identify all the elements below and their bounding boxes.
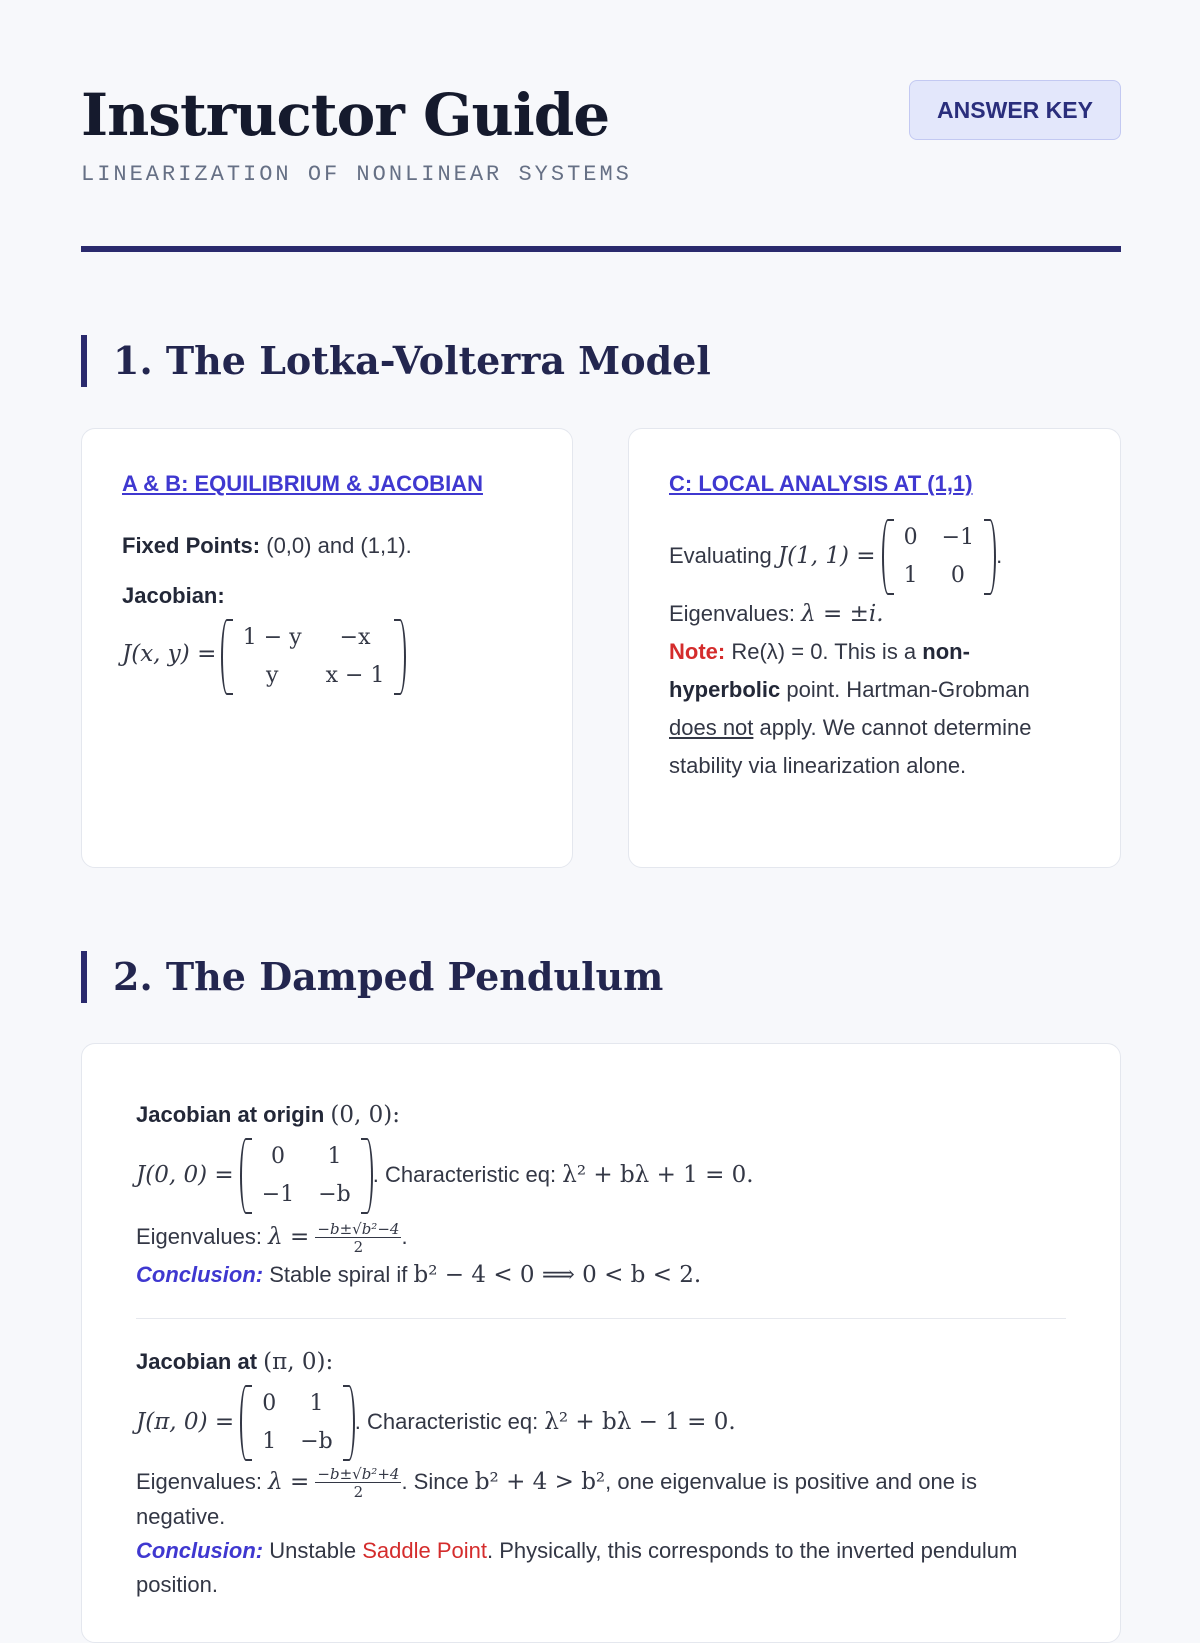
origin-conclusion: Conclusion: Stable spiral if b² − 4 < 0 ⟹ 0 < b < 2. [136, 1262, 702, 1288]
evaluating-line: Evaluating J(1, 1) = 0 −1 1 0 . [669, 519, 1080, 595]
section-title-lotka-volterra: 1. The Lotka-Volterra Model [81, 335, 711, 387]
jacobian-matrix-1-1: 0 −1 1 0 [882, 519, 996, 595]
jacobian-label: Jacobian: [122, 583, 225, 608]
origin-jacobian: J(0, 0) = 0 1 −1 −b . Characteristic eq: λ² + bλ + 1 = 0. [136, 1138, 1066, 1214]
pi-matrix: 0 1 1 −b [240, 1385, 355, 1461]
pi-label: Jacobian at (π, 0): [136, 1349, 334, 1375]
jacobian-expression: J(x, y) = 1 − y −x y x − 1 [122, 619, 532, 695]
answer-key-badge: ANSWER KEY [909, 80, 1121, 140]
header-rule [81, 246, 1121, 252]
origin-matrix: 0 1 −1 −b [240, 1138, 373, 1214]
divider [136, 1318, 1066, 1319]
card-damped-pendulum [81, 1043, 1121, 1643]
page-title: Instructor Guide [81, 81, 610, 149]
card-local-analysis [628, 428, 1121, 868]
origin-label: Jacobian at origin (0, 0): [136, 1102, 400, 1128]
eigenvalues-line: Eigenvalues: λ = ±i. [669, 601, 884, 627]
page-subtitle: LINEARIZATION OF NONLINEAR SYSTEMS [81, 162, 632, 187]
note-paragraph: Note: Re(λ) = 0. This is a non-hyperbolic point. Hartman-Grobman does not apply. We cannot determine stability via linearization alone. [669, 639, 1032, 778]
card-heading: C: LOCAL ANALYSIS AT (1,1) [669, 471, 973, 496]
pi-conclusion: Conclusion: Unstable Saddle Point. Physically, this corresponds to the inverted pendulum position. [136, 1538, 1018, 1598]
section-title-damped-pendulum: 2. The Damped Pendulum [81, 951, 663, 1003]
header [81, 80, 1121, 187]
card-equilibrium-jacobian [81, 428, 573, 868]
pi-jacobian: J(π, 0) = 0 1 1 −b . Characteristic eq: λ² + bλ − 1 = 0. [136, 1385, 1066, 1461]
origin-eigenvalues: Eigenvalues: λ = $\frac{\text{−b±√b²−4}}{2}$ . [136, 1220, 408, 1257]
pi-eigenvalues: Eigenvalues: λ = $\frac{\text{−b±√b²+4}}{2}$ . Since b² + 4 > b², one eigenvalue is positive and one is negative. [136, 1465, 977, 1530]
jacobian-matrix: 1 − y −x y x − 1 [221, 619, 407, 695]
fixed-points: Fixed Points: (0,0) and (1,1). [122, 533, 412, 558]
card-heading: A & B: EQUILIBRIUM & JACOBIAN [122, 471, 483, 496]
